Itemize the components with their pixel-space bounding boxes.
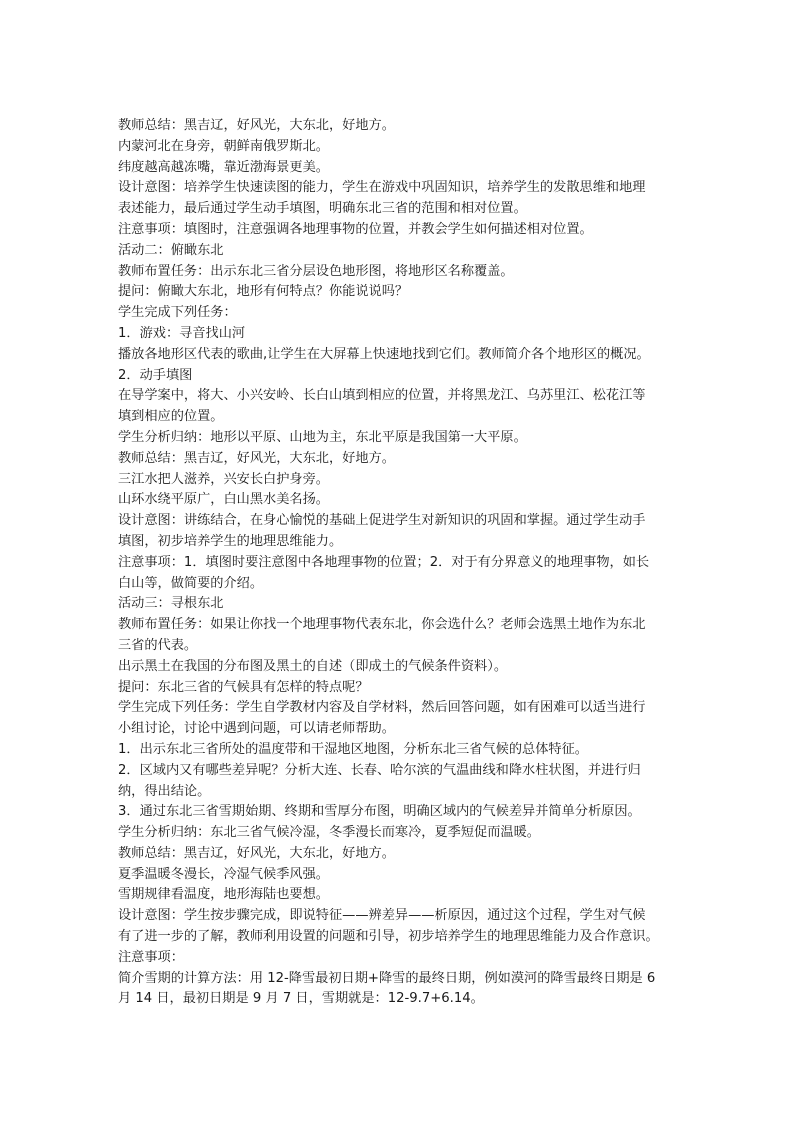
text-line: 填到相应的位置。: [118, 409, 224, 425]
text-line: 纳，得出结论。: [118, 783, 211, 799]
text-line: 学生完成下列任务：: [118, 305, 237, 321]
text-line: 教师总结：黑吉辽，好风光，大东北，好地方。: [118, 845, 395, 861]
text-line: 教师总结：黑吉辽，好风光，大东北，好地方。: [118, 450, 395, 466]
text-line: 教师布置任务：出示东北三省分层设色地形图，将地形区名称覆盖。: [118, 263, 514, 279]
text-line: 设计意图：培养学生快速读图的能力，学生在游戏中巩固知识，培养学生的发散思维和地理: [118, 180, 646, 196]
text-line: 设计意图：讲练结合，在身心愉悦的基础上促进学生对新知识的巩固和掌握。通过学生动手: [118, 513, 646, 529]
text-line: 2．动手填图: [118, 367, 193, 383]
text-line: 三江水把人滋养，兴安长白护身旁。: [118, 471, 329, 487]
text-line: 简介雪期的计算方法：用 12-降雪最初日期+降雪的最终日期，例如漠河的降雪最终日期是 6: [118, 970, 656, 986]
text-line: 表述能力，最后通过学生动手填图，明确东北三省的范围和相对位置。: [118, 201, 527, 217]
text-line: 内蒙河北在身旁，朝鲜南俄罗斯北。: [118, 138, 329, 154]
text-line: 活动三：寻根东北: [118, 596, 224, 612]
text-line: 学生分析归纳：地形以平原、山地为主，东北平原是我国第一大平原。: [118, 429, 527, 445]
text-line: 活动二：俯瞰东北: [118, 242, 224, 258]
text-line: 注意事项：1．填图时要注意图中各地理事物的位置；2．对于有分界意义的地理事物，如长: [118, 554, 650, 570]
text-line: 填图，初步培养学生的地理思维能力。: [118, 533, 343, 549]
text-line: 提问：东北三省的气候具有怎样的特点呢？: [118, 679, 369, 695]
text-line: 夏季温暖冬漫长，冷湿气候季风强。: [118, 866, 329, 882]
text-line: 设计意图：学生按步骤完成，即说特征——辨差异——析原因，通过这个过程，学生对气候: [118, 908, 646, 924]
text-line: 2．区域内又有哪些差异呢？分析大连、长春、哈尔滨的气温曲线和降水柱状图，并进行归: [118, 762, 641, 778]
text-line: 注意事项：填图时，注意强调各地理事物的位置，并教会学生如何描述相对位置。: [118, 221, 593, 237]
text-line: 在导学案中，将大、小兴安岭、长白山填到相应的位置，并将黑龙江、乌苏里江、松花江等: [118, 388, 646, 404]
text-line: 1．出示东北三省所处的温度带和干湿地区地图，分析东北三省气候的总体特征。: [118, 741, 588, 757]
text-line: 教师布置任务：如果让你找一个地理事物代表东北，你会选什么？老师会选黑土地作为东北: [118, 617, 646, 633]
text-line: 学生完成下列任务：学生自学教材内容及自学材料，然后回答问题，如有困难可以适当进行: [118, 700, 646, 716]
text-line: 山环水绕平原广，白山黑水美名扬。: [118, 492, 329, 508]
text-line: 1．游戏：寻音找山河: [118, 325, 246, 341]
text-line: 学生分析归纳：东北三省气候冷湿，冬季漫长而寒冷，夏季短促而温暖。: [118, 825, 540, 841]
text-line: 有了进一步的了解，教师利用设置的问题和引导，初步培养学生的地理思维能力及合作意识。: [118, 929, 659, 945]
text-line: 雪期规律看温度，地形海陆也要想。: [118, 887, 329, 903]
text-line: 教师总结：黑吉辽，好风光，大东北，好地方。: [118, 118, 395, 133]
text-line: 出示黑土在我国的分布图及黑土的自述（即成土的气候条件资料）。: [118, 658, 508, 674]
text-line: 提问：俯瞰大东北，地形有何特点？你能说说吗？: [118, 284, 409, 300]
text-line: 三省的代表。: [118, 637, 198, 653]
text-line: 注意事项：: [118, 949, 184, 965]
text-line: 纬度越高越冻嘴，靠近渤海景更美。: [118, 159, 329, 175]
text-line: 月 14 日，最初日期是 9 月 7 日，雪期就是：12-9.7+6.14。: [118, 991, 484, 1007]
text-line: 3．通过东北三省雪期始期、终期和雪厚分布图，明确区域内的气候差异并简单分析原因。: [118, 804, 641, 820]
text-line: 白山等，做简要的介绍。: [118, 575, 264, 591]
document-body: [118, 116, 680, 1010]
text-line: 播放各地形区代表的歌曲,让学生在大屏幕上快速地找到它们。教师简介各个地形区的概况。: [118, 346, 650, 362]
text-line: 小组讨论，讨论中遇到问题，可以请老师帮助。: [118, 721, 395, 737]
